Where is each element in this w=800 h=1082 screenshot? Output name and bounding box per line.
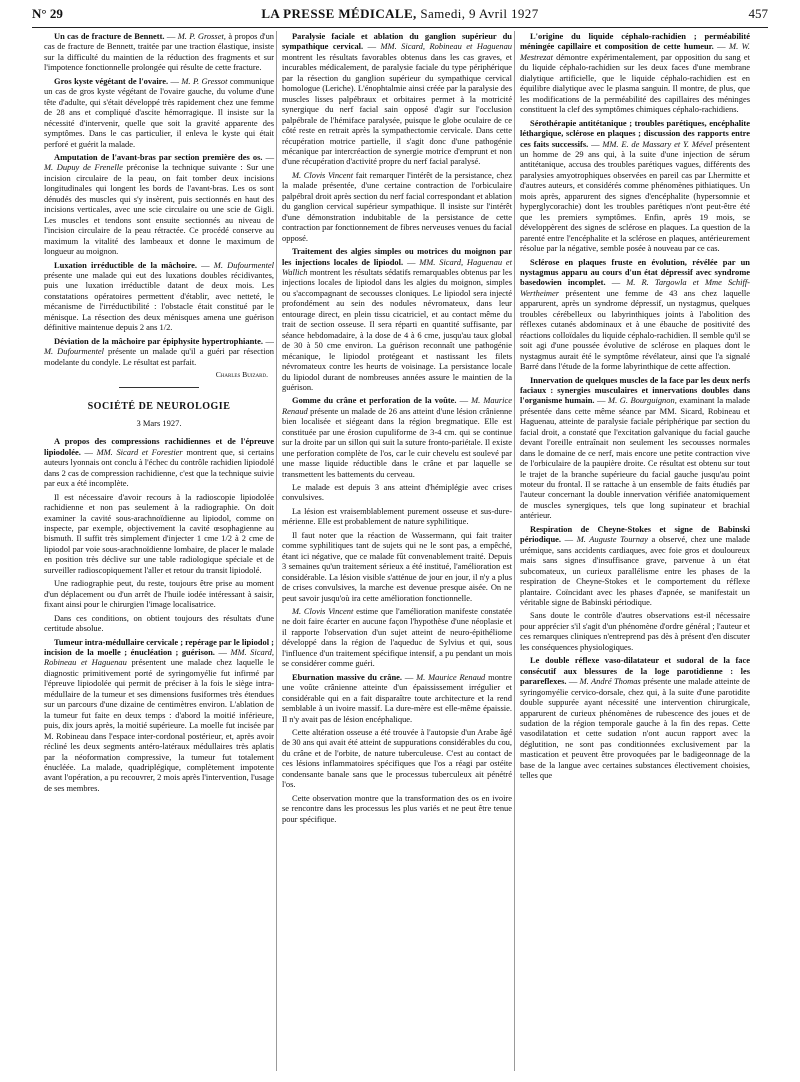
article-paragraph	[282, 482, 512, 503]
article-author: MM. E. de Massary et Y. Mével	[602, 138, 713, 149]
article-body: communique un cas de gros kyste végétant de l'ovaire gauche, du volume d'une tête d'adulte, qui s'était développé très rapidement chez une femme de 28 ans et compliqué d'ascite hémorragique. Il insiste sur la nécessité d'intervenir, quelle que soit la gravité apparente des symptômes. Dans le cas particulier, il enleva le kyste qui était perforé et guérit la malade.	[44, 75, 274, 149]
article-paragraph	[282, 606, 512, 669]
article-body: présente un malade de 26 ans atteint d'une lésion crânienne bien localisée et siégeant dans la région bregmatique. Elle est constituée par une érosion cupuliforme de 3-4 cm. qui se continue sur la droite par un sillon qui suit la suture fronto-pariétale. Il existe une perforation complète de l'os, car le cuir chevelu est soulevé par une masse liquide réductible dans le crâne et par laquelle se transmettent les battements du cerveau.	[282, 405, 512, 479]
article-paragraph: Gomme du crâne et perforation de la voûte. — M. Maurice Renaud présente un malade de 26 ans atteint d'une lésion crânienne bien localisée et siégeant dans la région bregmatique. Elle est constituée par une érosion cupuliforme de 3-4 cm. qui se continue sur la droite par un sillon qui suit la suture fronto-pariétale. Il existe une perforation complète de l'os, car le cuir chevelu est soulevé par une masse liquide réductible dans le crâne et par laquelle se transmettent les battements du cerveau.	[282, 395, 512, 479]
article-paragraph: Sérothérapie antitétanique ; troubles parétiques, encéphalite léthargique, sclérose en plaques ; discussion des rapports entre ces faits successifs. — MM. E. de Massary et Y. Mével présentent un homme de 29 ans qui, à la suite d'une injection de sérum antitétanique, accusa des troubles parétiques vagues, différents des paralysies amyotrophiques observées en pareil cas par Lhermitte et d'autres auteurs, et considérés comme phénomènes pithiatiques. Un mois après, apparurent des signes d'encéphalite (hypersomnie et hyperglycorachie) dont les troubles parétiques n'ont peut-être été que les premiers symptômes. Enfin, après 19 mois, se développèrent des signes de sclérose en plaques. La question de la parenté entre l'encéphalite et la sclérose en plaques, antérieurement résolue par la négative, semble posée à nouveau par ce cas.	[520, 117, 750, 254]
article-paragraph	[282, 530, 512, 603]
article-paragraph: Gros kyste végétant de l'ovaire. — M. P. Gressot communique un cas de gros kyste végétant de l'ovaire gauche, du volume d'une tête d'adulte, qui s'était développé très rapidement chez une femme de 28 ans et compliqué d'ascite hémorragique. Il insiste sur la nécessité d'intervenir, quelle que soit la gravité apparente des symptômes. Dans le cas particulier, il enleva le kyste qui était perforé et guérit la malade.	[44, 75, 274, 149]
article-title: Paralysie faciale et ablation du ganglion supérieur du sympathique cervical.	[282, 31, 512, 52]
article-author: M. Dupuy de Frenelle	[44, 162, 123, 173]
article-author: MM. Sicard, Robineau et Haguenau	[44, 647, 274, 668]
article-body: La lésion est vraisemblablement purement osseuse et sus-dure-mérienne. Elle est probablement de nature syphilitique.	[282, 505, 512, 527]
article-author: MM. Sicard et Forestier	[96, 446, 183, 457]
article-body: à propos d'un cas de fracture de Bennett, traitée par une traction élastique, insiste sur la difficulté du maintien de la réduction des fragments et sur l'impotence fonctionnelle prolongée qui résulte de cette fracture.	[44, 31, 275, 73]
article-title: Innervation de quelques muscles de la face par les deux nerfs faciaux : synergies musculaires et innervations doubles dans l'organisme humain.	[520, 374, 750, 406]
article-paragraph: Paralysie faciale et ablation du ganglion supérieur du sympathique cervical. — MM. Sicard, Robineau et Haguenau montrent les résultats favorables obtenus dans les cas graves, et incurables médicalement, de paralysie faciale du type périphérique par la résection du ganglion supérieur du sympathique cervical homologue (Leriche). L'énophtalmie ainsi créée par la paralysie des muscles lisses palpébraux et orbitaires permet à la motricité synergique du nerf facial sain opposé d'agir sur l'occlusion palpébrale de l'hémiface paralysée, puisque le globe oculaire de ce côté reste en retrait après la sympathectomie cervicale. Dans cette récupération motrice partielle, il s'agit donc d'une pathogénie mécanique par intercréaction de synergie motrice d'emprunt et non d'une récupération d'activité propre du nerf facial paralysé.	[282, 31, 513, 167]
column-divider	[514, 31, 515, 1071]
article-author: M. Clovis Vincent	[292, 606, 354, 617]
article-paragraph: Sclérose en plaques fruste en évolution, révélée par un nystagmus apparu au cours d'un état dépressif avec syndrome basedowien incomplet. — M. R. Targowla et Mme Schiff-Wertheimer présentent une femme de 43 ans chez laquelle apparurent, après un syndrome dépressif, un nystagmus, quelques troubles cérébelleux ou labyrinthiques joints à l'abolition des réflexes cutanés abdominaux et à une ébauche de positivité des réactions colloïdales du liquide céphalo-rachidien. Il semble qu'il se soit agi d'une poussée évolutive de sclérose en plaques dont le nystagmus aurait été le symptôme révélateur, ainsi que l'a signalé Barré dans l'étude de la forme labyrinthique de cette affection.	[520, 256, 750, 372]
article-body: démontre expérimentalement, par opposition du sang et du liquide céphalo-rachidien sur les deux faces d'une membrane dialytique artificielle, que le liquide céphalo-rachidien est en équilibre dialytique avec le plasma sanguin. Il montre, de plus, que les modifications de la perméabilité des capillaires des méninges constituent la clef des symptômes chimiques céphalo-rachidiens.	[520, 51, 751, 115]
article-paragraph	[282, 727, 512, 790]
article-paragraph	[44, 613, 274, 634]
article-author: M. Dufourmentel	[44, 346, 105, 357]
page-number: N° 29	[32, 6, 63, 21]
article-body: Cette observation montre que la transformation des os en ivoire se rencontre dans les processus les plus variés et ne peut être tenue pour spécifique.	[282, 792, 512, 824]
article-paragraph: Luxation irréductible de la mâchoire. — M. Dufourmentel présente une malade qui eut des luxations doubles récidivantes, puis une luxation irréductible datant de deux mois. Les constatations opératoires permettent d'établir, avec netteté, le mécanisme de l'irréductibilité : l'obstacle était constitué par le ménisque. La résection des deux ménisques amena une guérison définitive maintenue depuis 2 ans 1/2.	[44, 259, 274, 333]
article-paragraph: A propos des compressions rachidiennes et de l'épreuve lipiodolée. — MM. Sicard et Forestier montrent que, si certains auteurs lyonnais ont conclu à l'échec du contrôle rachidien lipiodolé dans 2 cas de compression rachidienne, c'est que la technique suivie par eux a été incomplète.	[44, 436, 275, 489]
signature: Charles Buizard.	[215, 370, 268, 380]
section-date: 3 Mars 1927.	[136, 417, 182, 428]
article-paragraph: Un cas de fracture de Bennett. — M. P. Grosset, à propos d'un cas de fracture de Bennett, traitée par une traction élastique, insiste sur la difficulté du maintien de la réduction des fragments et sur l'impotence fonctionnelle prolongée qui résulte de cette fracture.	[44, 31, 275, 73]
article-body: Sans doute le contrôle d'autres observations est-il nécessaire pour apprécier s'il s'agit d'un phénomène d'ordre général ; l'auteur et ces remarques cliniques n'entreprend pas dès à présent d'en discuter les conséquences physiologiques.	[520, 610, 750, 652]
article-paragraph	[282, 506, 512, 527]
article-title: Le double réflexe vaso-dilatateur et sudoral de la face consécutif aux blessures de la loge parotidienne : les parareflexes.	[520, 655, 750, 687]
column-1	[44, 31, 274, 796]
article-paragraph: L'origine du liquide céphalo-rachidien ; perméabilité méningée capillaire et composition de cette humeur. — M. W. Mestrezat démontre expérimentalement, par opposition du sang et du liquide céphalo-rachidien sur les deux faces d'une membrane dialytique artificielle, que le liquide céphalo-rachidien est en équilibre dialytique avec le plasma sanguin. Il montre, de plus, que les modifications de la perméabilité des capillaires des méninges constituent la clef des symptômes chimiques céphalo-rachidiens.	[520, 31, 751, 115]
article-title: Sclérose en plaques fruste en évolution, révélée par un nystagmus apparu au cours d'un état dépressif avec syndrome basedowien incomplet.	[520, 256, 750, 288]
article-author: M. P. Grosset,	[177, 31, 226, 41]
article-author: M. P. Gressot	[181, 75, 228, 86]
article-author: M. Auguste Tournay	[576, 534, 648, 545]
header-rule	[32, 27, 768, 28]
separator-rule	[119, 387, 199, 388]
article-body: présentent une malade chez laquelle le diagnostic primitivement porté de syringomyélie fut infirmé par l'épreuve lipiodolée qui permit de préciser à la fois le siège intra-médullaire de la tumeur et ses dimensions fusiformes très étendues sur un parcours d'une dizaine de centimètres environ. L'ablation de la tumeur fut faite en deux temps : d'abord la moitié inférieure, puis, dix jours après, la moitié supérieure. La moelle fut incisée par M. Robineau dans l'espace inter-cordonal postérieur, et, après avoir récliné les deux segments antéro-latéraux médullaires très aplatis par la néoformation compressive, la tumeur fut totalement énucléée. La malade, quadriplégique, complètement impotente avant l'opération, a pu recouvrer, 2 mois après l'intervention, l'usage de ses membres.	[44, 657, 275, 793]
article-paragraph: Déviation de la mâchoire par épiphysite hypertrophiante. — M. Dufourmentel présente un malade qu'il a guéri par résection modelante du condyle. Le résultat est parfait.	[44, 335, 274, 367]
article-title: Luxation irréductible de la mâchoire.	[54, 259, 197, 270]
running-title	[32, 6, 768, 22]
article-title: Traitement des algies simples ou motrices du moignon par les injections locales de lipiodol.	[282, 246, 512, 267]
article-author: M. G. Bourguignon,	[608, 395, 677, 406]
article-author: M. Dufourmentel	[213, 259, 274, 270]
article-title: Un cas de fracture de Bennett.	[54, 31, 165, 41]
article-title: Respiration de Cheyne-Stokes et signe de Babinski périodique.	[520, 523, 750, 545]
column-1-articles	[44, 31, 274, 367]
article-body: Cette altération osseuse a été trouvée à l'autopsie d'un Arabe âgé de 30 ans qui avait été atteint de suppurations considérables du cou, du crâne et de l'orbite, de nature tuberculeuse. C'est au contact de ces lésions inflammatoires spécifiques que l'os a réagi par ostéite condensante banale sans que le processus tuberculeux ait pénétré l'os.	[282, 727, 512, 790]
column-1-neurology-articles	[44, 436, 274, 793]
article-title: Déviation de la mâchoire par épiphysite hypertrophiante.	[54, 335, 263, 346]
article-body: estime que l'amélioration manifeste constatée ne doit faire écarter en aucune façon l'hypothèse d'une néoplasie et il rapporte l'observation d'un sujet atteint de neuro-épithéliome développé dans la région de l'aqueduc de Sylvius et qui, sous l'influence d'un traitement spécifique intensif, a pu pendant un mois se considérer comme guéri.	[282, 606, 512, 669]
article-body: montrent les résultats sédatifs remarquables obtenus par les injections locales de lipiodol dans les algies du moignon, simples ou s'accompagnant de secousses cloniques. Le lipiodol sera injecté profondément au sein des nodules névromateux, dans leur entourage direct, en plein tissu cicatriciel, et au contact même du trait de section osseuse. Il sera réparti en quantité suffisante, par séance hebdomadaire, à la dose de 4 à 6 cme, jusqu'au taux global de 30 à 50 cme environ. La guérison reconnaît une pathogénie mécanique, le lipiodol protégeant et nastissant les filets névromateux contre les heurts de voisinage. La persistance locale du lipiodol durant de nombreuses années assure le maintien de la guérison.	[282, 266, 512, 392]
article-title: Gros kyste végétant de l'ovaire.	[54, 75, 169, 86]
column-2	[282, 31, 512, 827]
article-author: MM. Sicard, Haguenau et Wallich	[282, 256, 513, 277]
article-author: M. Clovis Vincent	[292, 169, 354, 180]
column-divider	[276, 31, 277, 1071]
article-paragraph	[520, 610, 750, 652]
article-title: Amputation de l'avant-bras par section première des os.	[54, 151, 263, 162]
article-paragraph: Amputation de l'avant-bras par section première des os. — M. Dupuy de Frenelle préconise la technique suivante : Sur une incision circulaire de la peau, on fait tomber deux incisions longitudinales qui longent les bords de l'avant-bras. Les os sont dénudés des muscles qui s'y insèrent, puis sectionnés en haut des incisions verticales, avec une scie circulaire ou une scie de Gigli. Les muscles et tendons sont ensuite sectionnés au niveau de l'incision circulaire de la peau rétractée. Ce procédé conserve au maximum la vitalité des lambeaux et donne le maximum de longueur au moignon.	[44, 151, 275, 257]
column-3-articles	[520, 31, 750, 781]
folio: 457	[748, 6, 768, 21]
article-title: L'origine du liquide céphalo-rachidien ; perméabilité méningée capillaire et composition de cette humeur.	[520, 31, 750, 52]
article-paragraph: Respiration de Cheyne-Stokes et signe de Babinski périodique. — M. Auguste Tournay a observé, chez une malade urémique, sans accidents cardiaques, avec foie gros et douloureux mais sans signes d'insuffisance grave, parvenue à un état subcomateux, un curieux parallélisme entre les phases de la respiration de Cheyne-Stokes et le comportement du réflexe plantaire. Coïncidant avec les phases d'apnée, se manifestait un véritable signe de Babinski périodique.	[520, 523, 751, 608]
journal-title: LA PRESSE MÉDICALE,	[261, 6, 417, 21]
page-header	[32, 4, 768, 26]
article-paragraph: Traitement des algies simples ou motrices du moignon par les injections locales de lipiodol. — MM. Sicard, Haguenau et Wallich montrent les résultats sédatifs remarquables obtenus par les injections locales de lipiodol dans les algies du moignon, simples ou s'accompagnant de secousses cloniques. Le lipiodol sera injecté profondément au sein des nodules névromateux, dans leur entourage direct, en plein tissu cicatriciel, et au contact même du trait de section osseuse. Il sera réparti en quantité suffisante, par séance hebdomadaire, à la dose de 4 à 6 cme, jusqu'au taux global de 30 à 50 cme environ. La guérison reconnaît une pathogénie mécanique, le lipiodol protégeant et nastissant les filets névromateux contre les heurts de voisinage. La persistance locale du lipiodol durant de nombreuses années assure le maintien de la guérison.	[282, 246, 513, 392]
article-paragraph	[44, 492, 274, 576]
article-body: Dans ces conditions, on obtient toujours des résultats d'une certitude absolue.	[44, 612, 274, 634]
article-body: a observé, chez une malade urémique, sans accidents cardiaques, avec foie gros et douloureux mais sans signes d'insuffisance grave, parvenue à un état subcomateux, un curieux parallélisme entre les phases de la respiration de Cheyne-Stokes et le comportement du réflexe plantaire. Coïncidant avec les phases d'apnée, se manifestait un véritable signe de Babinski périodique.	[520, 534, 751, 608]
article-body: Il faut noter que la réaction de Wassermann, qui fait traiter comme syphilitiques tant de sujets qui ne le sont pas, a empêché, étant ici négative, que ce malade fût convenablement traité. Depuis 3 semaines qu'un traitement sérieux a été institué, l'amélioration est considérable. La lésion visible s'atténue de jour en jour, il n'y a plus de crises convulsives, la marche est devenue presque aisée. On ne peut savoir jusqu'où ira cette amélioration fonctionnelle.	[282, 529, 512, 603]
article-body: montrent les résultats favorables obtenus dans les cas graves, et incurables médicalement, de paralysie faciale du type périphérique par la résection du ganglion supérieur du sympathique cervical homologue (Leriche). L'énophtalmie ainsi créée par la paralysie des muscles lisses palpébraux et orbitaires permet à la motricité synergique du nerf facial sain opposé d'agir sur l'occlusion palpébrale de l'hémiface paralysée, puisque le globe oculaire de ce côté reste en retrait après la sympathectomie cervicale. Dans cette récupération motrice partielle, il s'agit donc d'une pathogénie mécanique par intercréaction de synergie motrice d'emprunt et non d'une récupération d'activité propre du nerf facial paralysé.	[282, 51, 512, 167]
article-body: Il est nécessaire d'avoir recours à la radioscopie lipiodolée rachidienne et non pas seulement à la radiographie. On doit examiner la cavité sous-arachnoïdienne au lipiodol, comme on inspecte, par exemple, objectivement la cavité œsophagienne au bismuth. Il suffit très simplement d'injecter 1 cme 1/2 à 2 cme de lipiodol par voie sous-arachnoïdienne lombaire, de placer le malade en position très déclive sur une table radiologique spéciale et de surveiller radioscopiquement l'aller et retour du transit lipiodolé.	[44, 491, 274, 575]
article-body: présente une malade atteinte de syringomyélie cervico-dorsale, chez qui, à la suite d'une parotidite double suppurée ayant nécessité une intervention chirurgicale, apparurent de curieux phénomènes de rubescence des joues et de sudation de la région temporale gauche à la fin des repas. Cette vasodilatation et cette sudation n'ont aucun rapport avec la déglutition, ne sont pas conditionnées exclusivement par la mastication et peuvent être provoquées par le badigeonnage de la base de la langue avec certaines substances électivement choisies, telles que	[520, 676, 751, 781]
article-body: présentent une femme de 43 ans chez laquelle apparurent, après un syndrome dépressif, un nystagmus, quelques troubles cérébelleux ou labyrinthiques joints à l'abolition des réflexes cutanés abdominaux et à une ébauche de positivité des réactions colloïdales du liquide céphalo-rachidien. Il semble qu'il se soit agi d'une poussée évolutive de sclérose en plaques dont le nystagmus aurait été le symptôme révélateur, ainsi que l'a signalé Barré dans l'étude de la forme labyrinthique de cette affection.	[520, 287, 750, 372]
article-body: présente un malade qu'il a guéri par résection modelante du condyle. Le résultat est parfait.	[44, 346, 274, 367]
article-paragraph	[44, 578, 274, 609]
article-body: montre une voûte crânienne atteinte d'un épaississement irrégulier et considérable qui en a fait disparaître toute architecture et la rend semblable à un ivoire massif. La dure-mère est elle-même épaissie. Il n'y avait pas de lésion encéphalique.	[282, 671, 513, 724]
section-title: SOCIÉTÉ DE NEUROLOGIE	[87, 400, 231, 412]
article-body: fait remarquer l'intérêt de la persistance, chez la malade présentée, d'une certaine contraction de l'orbiculaire palpébral droit après section du nerf facial correspondant et ablation du ganglion cervical supérieur sympathique. Il insiste sur l'intérêt d'une démonstration indubitable de la persistance de cette contraction par fonctionnement de fibres nerveuses venues du facial opposé.	[282, 169, 512, 243]
article-title: Gomme du crâne et perforation de la voûte.	[292, 395, 457, 406]
article-body: présente une malade qui eut des luxations doubles récidivantes, puis une luxation irréductible datant de deux mois. Les constatations opératoires permettent d'établir, avec netteté, le mécanisme de l'irréductibilité : l'obstacle était constitué par le ménisque. La résection des deux ménisques amena une guérison définitive maintenue depuis 2 ans 1/2.	[44, 269, 274, 333]
article-title: Eburnation massive du crâne.	[292, 671, 402, 682]
article-author: M. André Thomas	[579, 676, 641, 687]
article-title: Tumeur intra-médullaire cervicale ; repérage par le lipiodol ; incision de la moelle ; énucléation ; guérison.	[44, 636, 274, 658]
article-author: M. Maurice Renaud	[416, 671, 486, 682]
article-body: Le malade est depuis 3 ans atteint d'hémiplégie avec crises convulsives.	[282, 482, 512, 503]
issue-date: Samedi, 9 Avril 1927	[420, 6, 539, 21]
article-body: Une radiographie peut, du reste, toujours être prise au moment d'un déplacement ou d'un arrêt de l'huile iodée intéressant à saisir, fixant ainsi pour le chirurgien l'image localisatrice.	[44, 578, 274, 610]
article-author: M. R. Targowla et Mme Schiff-Wertheimer	[520, 277, 750, 298]
article-body: préconise la technique suivante : Sur une incision circulaire de la peau, on fait tomber deux incisions longitudinales qui longent les bords de l'avant-bras. Les os sont dénudés des muscles qui s'y insèrent, puis sectionnés en haut des incisions verticales, avec une scie circulaire ou une scie de Gigli. Les muscles et tendons sont ensuite sectionnés au niveau de l'incision circulaire de la peau rétractée. Ce procédé conserve au maximum la vitalité des lambeaux et donne le maximum de longueur au moignon.	[44, 162, 274, 257]
article-author: MM. Sicard, Robineau et Haguenau	[380, 41, 513, 52]
article-body: présentent un homme de 29 ans qui, à la suite d'une injection de sérum antitétanique, accusa des troubles parétiques vagues, différents des paralysies amyotrophiques observées en pareil cas par Lhermitte et d'autres auteurs, et considérés comme phénomènes pithiatiques. Un mois après, apparurent des signes d'encéphalite (hypersomnie et hyperglycorachie) dont les troubles parétiques n'ont peut-être été que les premiers symptômes. Enfin, après 19 mois, se développèrent des signes de sclérose en plaques. La question de la parenté entre l'encéphalite et la sclérose en plaques, antérieurement résolue par la négative, semble posée à nouveau par ce cas.	[520, 138, 750, 254]
column-2-articles	[282, 31, 512, 824]
column-3	[520, 31, 750, 784]
article-body: examinant la malade présentée dans cette même séance par MM. Sicard, Robineau et Haguenau, atteinte de paralysie faciale périphérique par section du facial droit, a constaté que l'excitation galvanique du facial gauche devant l'oreille entraînait non seulement les secousses normales dans le domaine de ce nerf, mais encore une petite contraction vive de l'orbiculaire de la paupière droite. Ce résultat est obtenu sur tout le trajet de la branche supérieure du facial gauche jusqu'au point moteur du frontal. Il se rattache à un ensemble de faits étudiés par l'auteur concernant la double innervation vérifiée anatomiquement de muscles synergiques, tels que long supinateur et brachial antérieur.	[520, 395, 751, 521]
article-paragraph	[282, 170, 512, 243]
article-body: montrent que, si certains auteurs lyonnais ont conclu à l'échec du contrôle rachidien lipiodolé dans 2 cas de compression rachidienne, c'est que la technique suivie par eux a été incomplète.	[44, 446, 275, 489]
article-author: M. W. Mestrezat	[520, 41, 750, 62]
article-paragraph: Eburnation massive du crâne. — M. Maurice Renaud montre une voûte crânienne atteinte d'un épaississement irrégulier et considérable qui en a fait disparaître toute architecture et la rend semblable à un ivoire massif. La dure-mère est elle-même épaissie. Il n'y avait pas de lésion encéphalique.	[282, 671, 513, 724]
article-paragraph: Tumeur intra-médullaire cervicale ; repérage par le lipiodol ; incision de la moelle ; énucléation ; guérison. — MM. Sicard, Robineau et Haguenau présentent une malade chez laquelle le diagnostic primitivement porté de syringomyélie fut infirmé par l'épreuve lipiodolée qui permit de préciser à la fois le siège intra-médullaire de la tumeur et ses dimensions fusiformes très étendues sur un parcours d'une dizaine de centimètres environ. L'ablation de la tumeur fut faite en deux temps : d'abord la moitié inférieure, puis, dix jours après, la moitié supérieure. La moelle fut incisée par M. Robineau dans l'espace inter-cordonal postérieur, et, après avoir récliné les deux segments antéro-latéraux médullaires très aplatis par la néoformation compressive, la tumeur fut totalement énucléée. La malade, quadriplégique, complètement impotente avant l'opération, a pu recouvrer, 2 mois après l'intervention, l'usage de ses membres.	[44, 636, 275, 793]
article-paragraph	[282, 793, 512, 824]
article-paragraph: Le double réflexe vaso-dilatateur et sudoral de la face consécutif aux blessures de la loge parotidienne : les parareflexes. — M. André Thomas présente une malade atteinte de syringomyélie cervico-dorsale, chez qui, à la suite d'une parotidite double suppurée ayant nécessité une intervention chirurgicale, apparurent de curieux phénomènes de rubescence des joues et de sudation de la région temporale gauche à la fin des repas. Cette vasodilatation et cette sudation n'ont aucun rapport avec la déglutition, ne sont pas conditionnées exclusivement par la mastication et peuvent être provoquées par le badigeonnage de la base de la langue avec certaines substances électivement choisies, telles que	[520, 655, 751, 781]
article-title: A propos des compressions rachidiennes et de l'épreuve lipiodolée.	[44, 436, 274, 457]
article-author: M. Maurice Renaud	[282, 395, 512, 416]
article-paragraph: Innervation de quelques muscles de la face par les deux nerfs faciaux : synergies musculaires et innervations doubles dans l'organisme humain. — M. G. Bourguignon, examinant la malade présentée dans cette même séance par MM. Sicard, Robineau et Haguenau, atteinte de paralysie faciale périphérique par section du facial droit, a constaté que l'excitation galvanique du facial gauche devant l'oreille entraînait non seulement les secousses normales dans le domaine de ce nerf, mais encore une petite contraction vive de l'orbiculaire de la paupière droite. Ce résultat est obtenu sur tout le trajet de la branche supérieure du facial gauche jusqu'au point moteur du frontal. Il se rattache à un ensemble de faits étudiés par l'auteur concernant la double innervation vérifiée anatomiquement de muscles synergiques, tels que long supinateur et brachial antérieur.	[520, 374, 751, 521]
article-title: Sérothérapie antitétanique ; troubles parétiques, encéphalite léthargique, sclérose en plaques ; discussion des rapports entre ces faits successifs.	[520, 117, 750, 149]
